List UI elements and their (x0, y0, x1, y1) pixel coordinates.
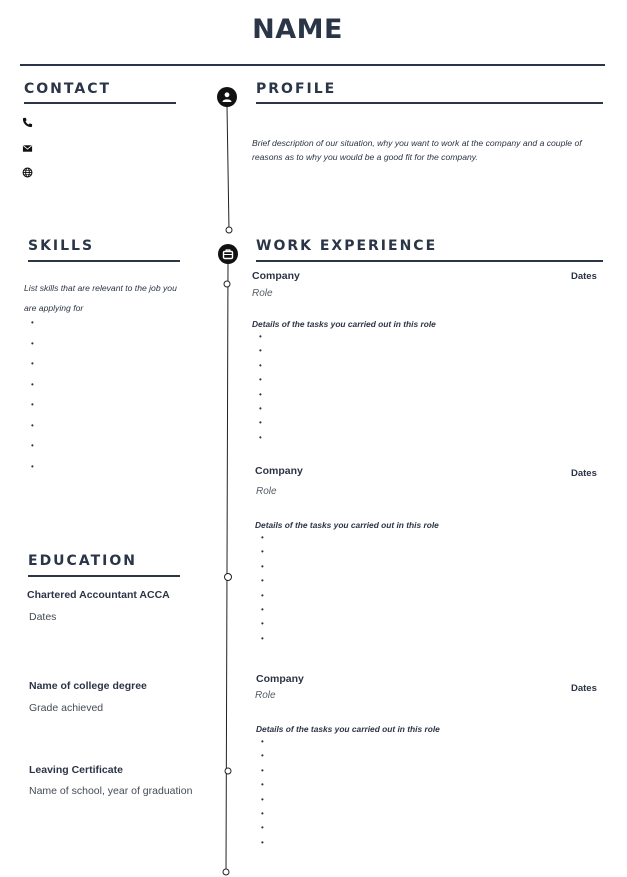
list-item: • (261, 823, 264, 833)
job-dates: Dates (571, 271, 597, 282)
education-entry-sub: Name of school, year of graduation (29, 785, 193, 797)
list-item: • (261, 837, 264, 847)
timeline-node (223, 869, 229, 875)
list-item: • (261, 633, 264, 643)
education-entry-title: Chartered Accountant ACCA (27, 589, 170, 601)
skills-title: SKILLS (28, 238, 95, 254)
list-item: • (259, 432, 262, 442)
list-item: • (259, 403, 262, 413)
list-item: • (261, 604, 264, 614)
person-icon (217, 87, 237, 107)
job-details: Details of the tasks you carried out in this role (252, 319, 436, 329)
list-item: • (259, 346, 262, 356)
work-title: WORK EXPERIENCE (256, 238, 438, 254)
skills-list (31, 318, 34, 482)
list-item: • (31, 441, 34, 450)
profile-divider (256, 102, 603, 104)
profile-title: PROFILE (256, 81, 337, 97)
list-item: • (261, 794, 264, 804)
list-item: • (31, 338, 34, 348)
list-item: • (261, 547, 264, 557)
list-item: • (261, 765, 264, 775)
education-entry-sub: Dates (29, 611, 57, 623)
job-company: Company (252, 270, 300, 282)
timeline-node (225, 768, 231, 774)
skills-divider (28, 260, 180, 262)
list-item: • (31, 461, 34, 471)
list-item: • (31, 379, 34, 389)
profile-section (256, 81, 603, 104)
job-dates: Dates (571, 468, 597, 479)
list-item: • (31, 420, 34, 430)
list-item: • (31, 318, 34, 327)
briefcase-icon (218, 244, 238, 264)
list-item: • (259, 418, 262, 428)
job-details: Details of the tasks you carried out in this role (256, 724, 440, 734)
list-item: • (261, 533, 264, 542)
mail-icon (22, 141, 33, 159)
list-item: • (261, 561, 264, 571)
job-company: Company (256, 673, 304, 685)
timeline-node (225, 574, 232, 581)
job-role: Role (256, 486, 277, 497)
job-bullets (259, 332, 262, 447)
phone-icon (22, 115, 33, 133)
education-divider (28, 575, 180, 577)
job-bullets (261, 533, 264, 648)
education-entry-title: Leaving Certificate (29, 764, 123, 776)
job-role: Role (255, 690, 276, 701)
list-item: • (259, 389, 262, 399)
list-item: • (261, 780, 264, 790)
skills-intro: List skills that are relevant to the job you are applying for (24, 283, 177, 313)
job-dates: Dates (571, 683, 597, 694)
job-role: Role (252, 288, 273, 299)
list-item: • (261, 619, 264, 629)
list-item: • (31, 400, 34, 409)
work-divider (256, 260, 603, 262)
list-item: • (261, 808, 264, 818)
job-bullets (261, 737, 264, 852)
contact-title: CONTACT (24, 81, 112, 97)
education-section (28, 553, 180, 577)
list-item: • (261, 751, 264, 761)
skills-section (28, 238, 180, 262)
education-entry-sub: Grade achieved (29, 702, 104, 714)
list-item: • (261, 590, 264, 600)
list-item: • (259, 360, 262, 370)
job-details: Details of the tasks you carried out in this role (255, 520, 439, 530)
globe-icon (22, 165, 33, 183)
resume-name: NAME (252, 14, 343, 45)
timeline-node (224, 281, 230, 287)
contact-divider (24, 102, 176, 104)
list-item: • (259, 332, 262, 341)
education-title: EDUCATION (28, 553, 137, 569)
list-item: • (259, 375, 262, 385)
education-entry-title: Name of college degree (29, 680, 147, 692)
list-item: • (261, 576, 264, 586)
list-item: • (261, 737, 264, 746)
contact-section (24, 81, 176, 104)
list-item: • (31, 359, 34, 368)
job-company: Company (255, 465, 303, 477)
timeline-node (226, 227, 232, 233)
work-section (256, 238, 603, 262)
profile-description: Brief description of our situation, why you want to work at the company and a couple of reasons as to why you would be a good fit for the company. (252, 138, 582, 162)
